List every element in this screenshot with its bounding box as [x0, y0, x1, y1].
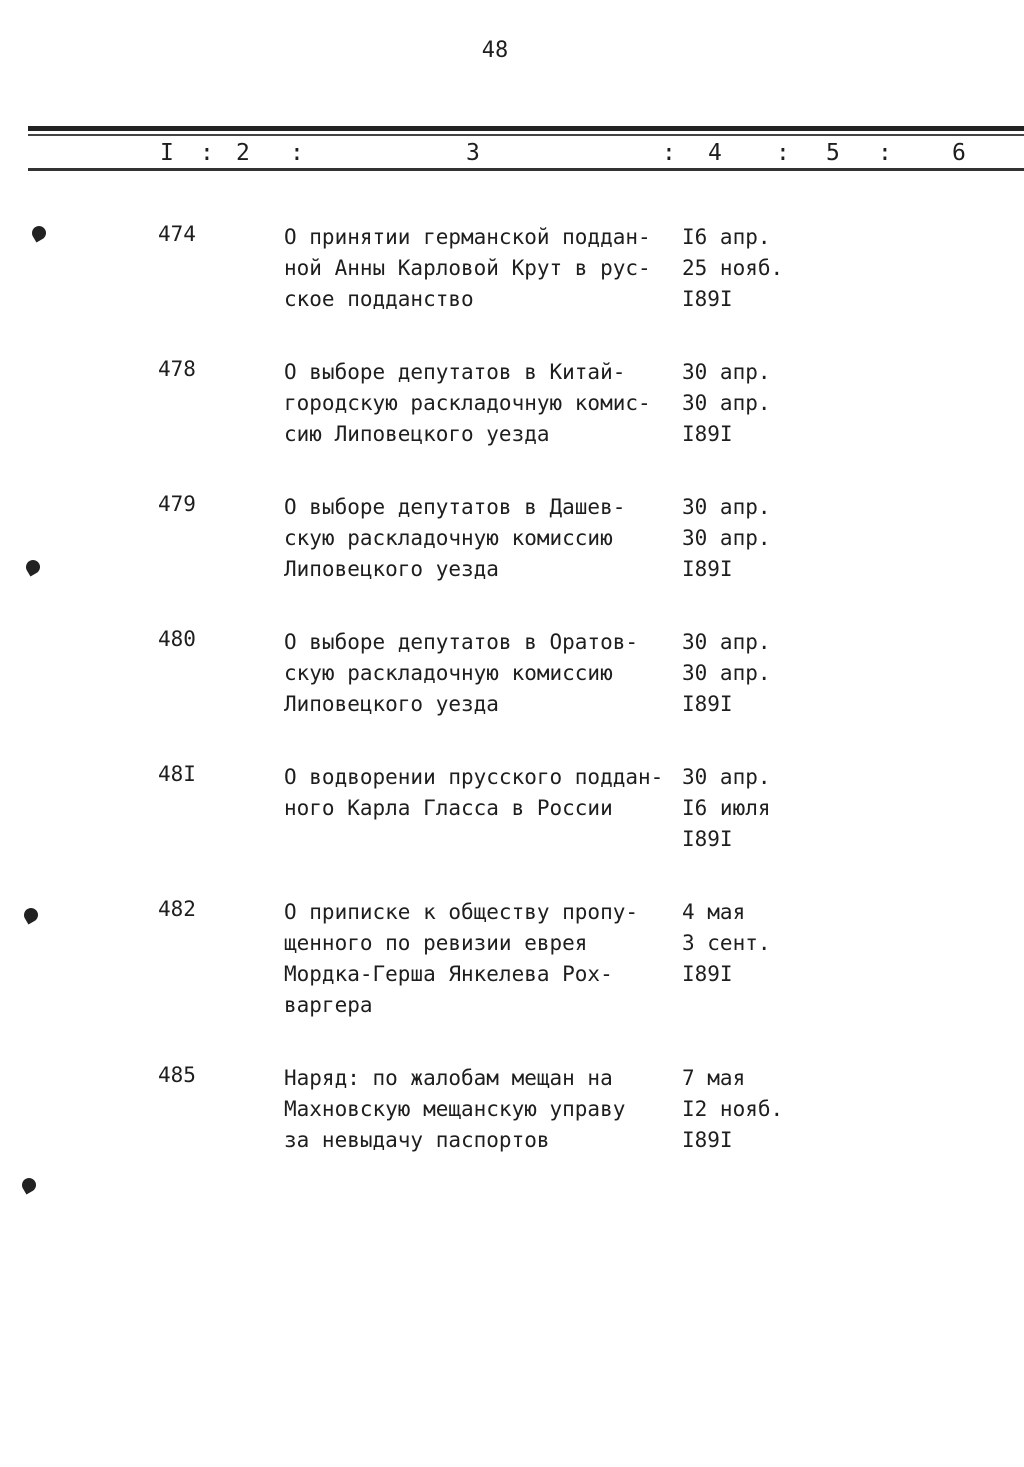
column-header-3: 3	[466, 140, 480, 166]
column-separator: :	[200, 140, 214, 166]
record-title: О выборе депутатов в Оратов- скую раскладочную комиссию Липовецкого уезда	[284, 630, 639, 716]
record-number: 482	[158, 897, 196, 921]
record-dates: 30 апр. 30 апр. I89I	[682, 360, 771, 446]
record-number: 480	[158, 627, 196, 651]
record-row	[0, 222, 1024, 357]
record-dates: I6 апр. 25 нояб. I89I	[682, 225, 784, 311]
records-list	[0, 222, 1024, 1198]
record-row	[0, 897, 1024, 1063]
record-dates: 30 апр. I6 июля I89I	[682, 765, 771, 851]
column-separator: :	[290, 140, 304, 166]
column-header-row	[0, 140, 1024, 168]
column-separator: :	[776, 140, 790, 166]
record-dates: 30 апр. 30 апр. I89I	[682, 495, 771, 581]
column-header-6: 6	[952, 140, 966, 166]
record-title: О принятии германской поддан- ной Анны Карловой Крут в рус- ское подданство	[284, 225, 651, 311]
record-dates: 4 мая 3 сент. I89I	[682, 900, 771, 986]
record-dates: 7 мая I2 нояб. I89I	[682, 1066, 784, 1152]
record-number: 479	[158, 492, 196, 516]
column-header-1: I	[160, 140, 174, 166]
record-title: О выборе депутатов в Китай- городскую раскладочную комис- сию Липовецкого уезда	[284, 360, 651, 446]
record-number: 485	[158, 1063, 196, 1087]
record-title: О выборе депутатов в Дашев- скую раскладочную комиссию Липовецкого уезда	[284, 495, 626, 581]
record-dates: 30 апр. 30 апр. I89I	[682, 630, 771, 716]
column-header-2: 2	[236, 140, 250, 166]
column-separator: :	[662, 140, 676, 166]
column-header-4: 4	[708, 140, 722, 166]
record-row	[0, 492, 1024, 627]
page-number: 48	[481, 38, 509, 63]
record-number: 48I	[158, 762, 196, 786]
column-header-5: 5	[826, 140, 840, 166]
header-rule-thick	[28, 126, 1024, 131]
record-title: Наряд: по жалобам мещан на Махновскую мещанскую управу за невыдачу паспортов	[284, 1066, 626, 1152]
header-rule-bottom	[28, 168, 1024, 171]
record-row	[0, 627, 1024, 762]
record-row	[0, 1063, 1024, 1198]
record-title: О водворении прусского поддан- ного Карла Гласса в России	[284, 765, 664, 820]
column-separator: :	[878, 140, 892, 166]
record-number: 478	[158, 357, 196, 381]
record-title: О приписке к обществу пропу- щенного по ревизии еврея Мордка-Герша Янкелева Рох- варгера	[284, 900, 639, 1017]
header-rule-thin	[28, 134, 1024, 136]
record-row	[0, 357, 1024, 492]
record-row	[0, 762, 1024, 897]
record-number: 474	[158, 222, 196, 246]
